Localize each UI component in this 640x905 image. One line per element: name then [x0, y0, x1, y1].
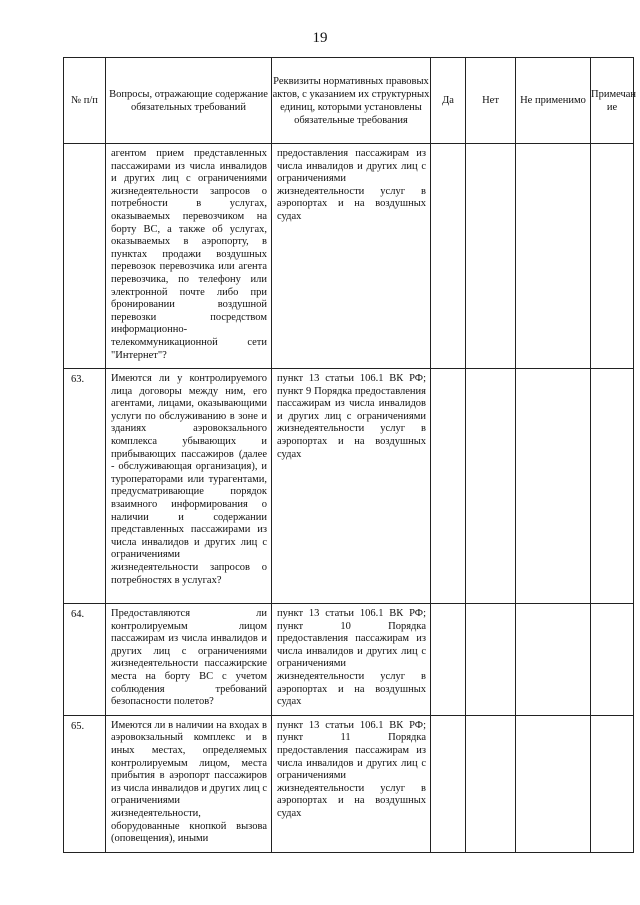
yes-cell — [431, 144, 466, 369]
not-applicable-cell — [516, 369, 591, 604]
question-cell — [106, 144, 272, 369]
row-number — [64, 144, 105, 149]
requisites-cell — [272, 369, 431, 604]
requisites-text: пункт 13 статьи 106.1 ВК РФ; пункт 10 Порядка предоставления пассажирам из числа инвалидов и других лиц с ограничениями жизнедеятельности услуг в аэропортах и на воздушных судах — [277, 608, 426, 708]
note-cell — [591, 369, 634, 604]
header-row — [64, 58, 634, 144]
row-number-cell — [64, 369, 106, 604]
requisites-text: предоставления пассажирам из числа инвалидов и других лиц с ограничениями жизнедеятельности услуг в аэропортах и на воздушных судах — [277, 148, 426, 222]
header-no: Нет — [466, 58, 516, 144]
page-number: 19 — [312, 30, 328, 46]
requisites-cell — [272, 604, 431, 716]
yes-cell — [431, 715, 466, 852]
row-number: 63. — [71, 374, 85, 386]
no-cell — [466, 144, 516, 369]
header-num: № п/п — [64, 58, 106, 144]
table-row — [64, 715, 634, 852]
yes-cell — [431, 369, 466, 604]
header-requisites: Реквизиты нормативных правовых актов, с указанием их структурных единиц, которыми установлены обязательные требования — [272, 58, 431, 144]
row-number-cell — [64, 715, 106, 852]
header-question: Вопросы, отражающие содержание обязательных требований — [106, 58, 272, 144]
yes-cell — [431, 604, 466, 716]
table-row — [64, 144, 634, 369]
question-cell — [106, 715, 272, 852]
note-cell — [591, 604, 634, 716]
requisites-cell — [272, 715, 431, 852]
header-not-applicable: Не применимо — [516, 58, 591, 144]
not-applicable-cell — [516, 604, 591, 716]
question-text: Имеются ли у контролируемого лица договоры между ним, его агентами, лицами, оказывающими услуги по обслуживанию в зоне и зданиях аэровокзального комплекса убывающих и прибывающих пассажиров (далее - обслуживающая организация), и туроператорами или турагентами, предусматривающие порядок взаимного информирования о наличии и содержании представленных пассажирами из числа инвалидов и других лиц с ограничениями жизнедеятельности запросов о потребностях в услугах? — [111, 373, 267, 586]
checklist-table — [63, 57, 637, 853]
note-cell — [591, 715, 634, 852]
table-row — [64, 369, 634, 604]
question-cell — [106, 369, 272, 604]
header-yes: Да — [431, 58, 466, 144]
table-row — [64, 604, 634, 716]
no-cell — [466, 604, 516, 716]
not-applicable-cell — [516, 144, 591, 369]
requisites-text: пункт 13 статьи 106.1 ВК РФ; пункт 9 Порядка предоставления пассажирам из числа инвалидов и других лиц с ограничениями жизнедеятельности услуг в аэропортах и на воздушных судах — [277, 373, 426, 460]
header-note: Примечан ие — [591, 58, 634, 144]
requisites-cell — [272, 144, 431, 369]
requisites-text: пункт 13 статьи 106.1 ВК РФ; пункт 11 Порядка предоставления пассажирам из числа инвалидов и других лиц с ограничениями жизнедеятельности услуг в аэропортах и на воздушных судах — [277, 719, 426, 819]
question-text: Предоставляются ли контролируемым лицом пассажирам из числа инвалидов и других лиц с ограничениями жизнедеятельности пассажирские места на борту ВС с учетом соблюдения требований безопасности полетов? — [111, 608, 267, 708]
note-cell — [591, 144, 634, 369]
not-applicable-cell — [516, 715, 591, 852]
row-number: 65. — [71, 720, 85, 732]
question-cell — [106, 604, 272, 716]
no-cell — [466, 369, 516, 604]
no-cell — [466, 715, 516, 852]
row-number-cell — [64, 604, 106, 716]
row-number-cell — [64, 144, 106, 369]
row-number: 64. — [71, 609, 85, 621]
question-text: агентом прием представленных пассажирами из числа инвалидов и других лиц с ограничениями жизнедеятельности запросов о потребности в услугах, оказываемых перевозчиком на борту ВС, а также об услугах, оказываемых в аэропорту, в пунктах продажи воздушных перевозок перевозчика или агента перевозчика, по телефону или электронной почте либо при бронировании воздушной перевозки посредством информационно-телекоммуникационной сети "Интернет"? — [111, 148, 267, 361]
question-text: Имеются ли в наличии на входах в аэровокзальный комплекс и в иных местах, определяемых контролируемым лицом, места прибытия в аэропорт пассажиров из числа инвалидов и других лиц с ограничениями жизнедеятельности, оборудованные кнопкой вызова (оповещения), иными — [111, 719, 267, 845]
